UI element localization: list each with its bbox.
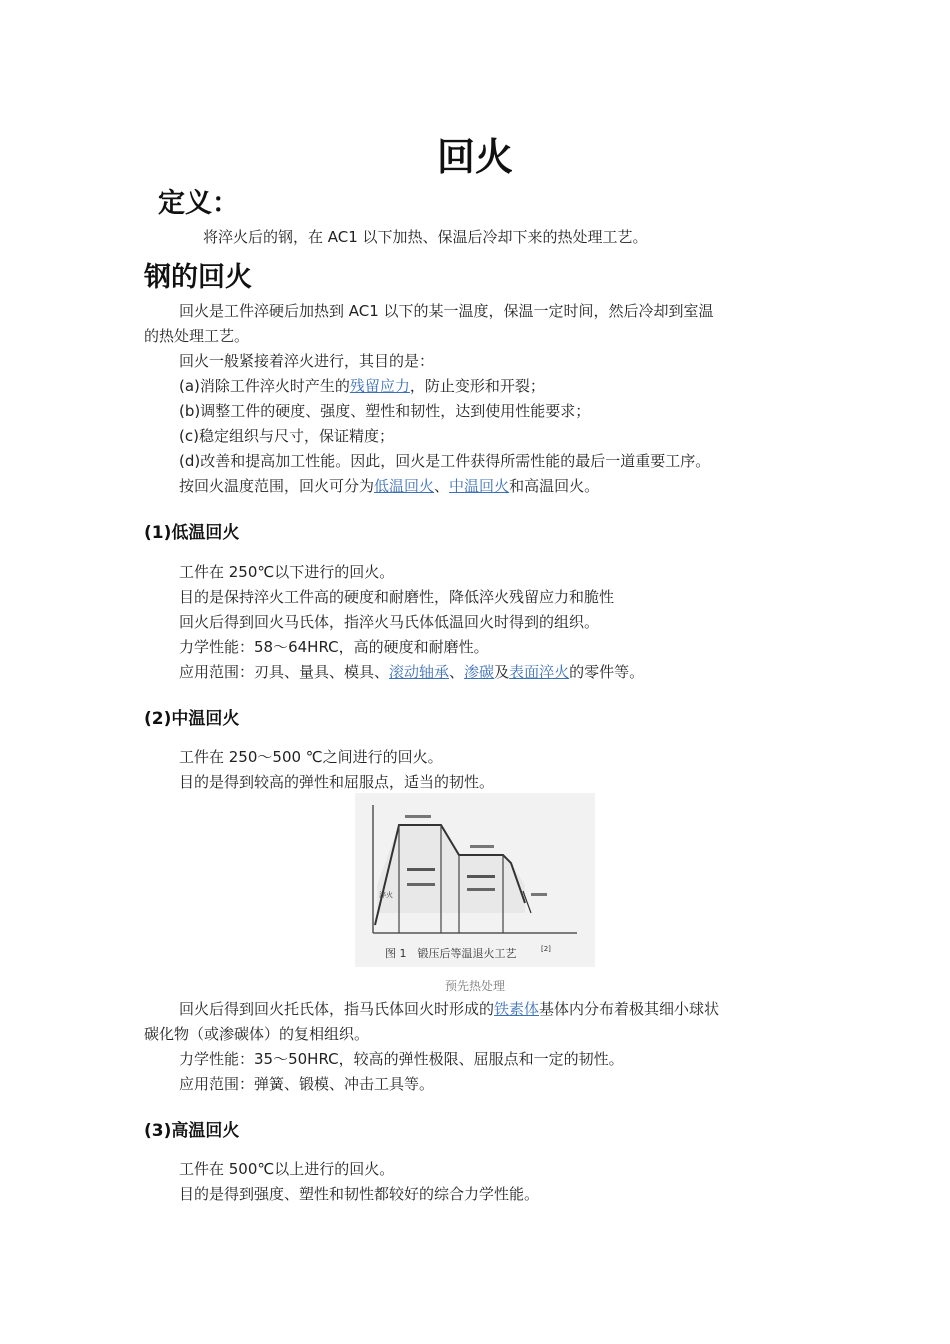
- classification-line: [179, 474, 599, 499]
- page-title: 回火: [436, 135, 513, 179]
- surface-quenching-link[interactable]: 表面淬火: [509, 663, 570, 681]
- classification-tail: 和高温回火。: [509, 477, 600, 495]
- high-temp-heading: (3)高温回火: [144, 1121, 240, 1141]
- purpose-item-c: (c)稳定组织与尺寸，保证精度；: [179, 427, 394, 445]
- purpose-item-b: (b)调整工件的硬度、强度、塑性和韧性，达到使用性能要求；: [179, 402, 591, 420]
- mid-line-2: 目的是得到较高的弹性和屈服点，适当的韧性。: [179, 773, 495, 791]
- mid-line-3: [179, 997, 719, 1022]
- low-line-5: [179, 660, 644, 685]
- mid-line-4: 力学性能：35～50HRC，较高的弹性极限、屈服点和一定的韧性。: [179, 1050, 624, 1068]
- steel-paragraph-line2: 的热处理工艺。: [144, 327, 250, 345]
- definition-text: 将淬火后的钢，在 AC1 以下加热、保温后冷却下来的热处理工艺。: [203, 228, 648, 246]
- mid-line-1: 工件在 250～500 ℃之间进行的回火。: [179, 748, 443, 766]
- purpose-item-d: (d)改善和提高加工性能。因此，回火是工件获得所需性能的最后一道重要工序。: [179, 452, 711, 470]
- purpose-item-a: [179, 374, 545, 399]
- mid-line-5: 应用范围：弹簧、锻模、冲击工具等。: [179, 1075, 435, 1093]
- definition-heading: 定义：: [158, 188, 239, 219]
- high-line-2: 目的是得到强度、塑性和韧性都较好的综合力学性能。: [179, 1185, 540, 1203]
- process-diagram: [355, 793, 595, 967]
- figure-inner-caption: 图 1 锻压后等温退火工艺: [385, 947, 517, 960]
- low-application-and: 及: [494, 663, 510, 681]
- low-temp-tempering-link[interactable]: 低温回火: [374, 477, 435, 495]
- carburizing-link[interactable]: 渗碳: [464, 663, 495, 681]
- low-line-4: 力学性能：58～64HRC，高的硬度和耐磨性。: [179, 638, 489, 656]
- low-application-text: 应用范围：刃具、量具、模具、: [179, 663, 390, 681]
- residual-stress-link[interactable]: 残留应力: [349, 377, 410, 395]
- low-line-1: 工件在 250℃以下进行的回火。: [179, 563, 395, 581]
- figure-caption: 预先热处理: [444, 979, 505, 993]
- steel-purpose-intro: 回火一般紧接着淬火进行，其目的是：: [179, 352, 435, 370]
- ferrite-link[interactable]: 铁素体: [494, 1000, 540, 1018]
- figure-reference: [2]: [541, 945, 551, 953]
- mid-line-3b: 碳化物（或渗碳体）的复相组织。: [144, 1025, 370, 1043]
- mid-temp-heading: (2)中温回火: [144, 709, 240, 729]
- purpose-a-text: (a)消除工件淬火时产生的: [179, 377, 350, 395]
- low-temp-heading: (1)低温回火: [144, 523, 240, 543]
- mid-troostite-text: 回火后得到回火托氏体，指马氏体回火时形成的: [179, 1000, 495, 1018]
- low-application-tail: 的零件等。: [569, 663, 645, 681]
- purpose-a-tail: ，防止变形和开裂；: [409, 377, 545, 395]
- classification-text: 按回火温度范围，回火可分为: [179, 477, 375, 495]
- mid-troostite-tail: 基体内分布着极其细小球状: [539, 1000, 720, 1018]
- low-line-2: 目的是保持淬火工件高的硬度和耐磨性，降低淬火残留应力和脆性: [179, 588, 615, 606]
- classification-sep: 、: [434, 477, 450, 495]
- steel-paragraph-line1: 回火是工件淬硬后加热到 AC1 以下的某一温度，保温一定时间，然后冷却到室温: [179, 302, 714, 320]
- annealing-process-figure: [355, 793, 595, 967]
- rolling-bearing-link[interactable]: 滚动轴承: [389, 663, 450, 681]
- steel-tempering-heading: 钢的回火: [144, 262, 252, 293]
- low-line-3: 回火后得到回火马氏体，指淬火马氏体低温回火时得到的组织。: [179, 613, 600, 631]
- figure-quench-label: 淬火: [379, 891, 393, 899]
- high-line-1: 工件在 500℃以上进行的回火。: [179, 1160, 395, 1178]
- mid-temp-tempering-link[interactable]: 中温回火: [449, 477, 510, 495]
- low-application-sep: 、: [449, 663, 465, 681]
